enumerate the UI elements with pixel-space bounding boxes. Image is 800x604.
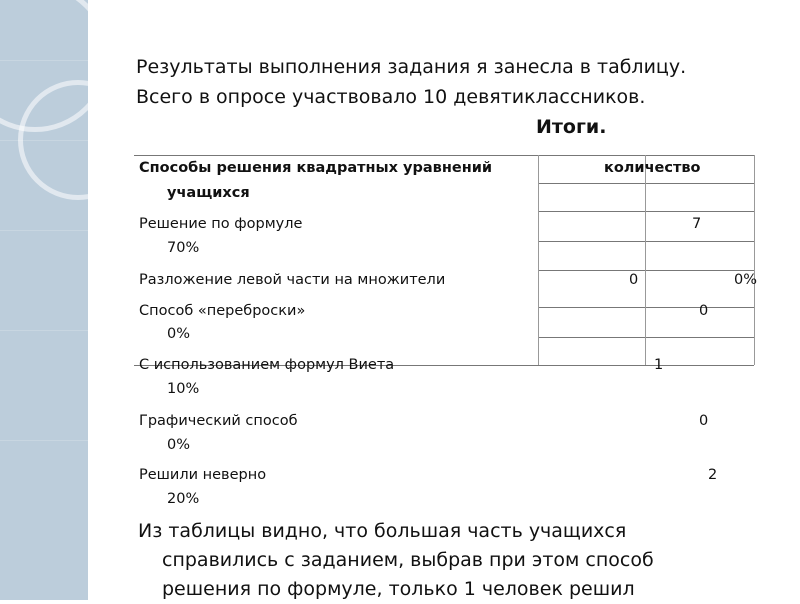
header-count: количество	[604, 160, 701, 176]
row-count: 0	[629, 272, 639, 288]
row-count: 7	[692, 216, 702, 232]
conclusion-text	[138, 517, 758, 604]
table-border	[538, 183, 754, 184]
conclusion-line-1: Из таблицы видно, что большая часть учащихся	[138, 520, 627, 542]
row-percent: 0%	[167, 437, 191, 453]
conclusion-line-3: решения по формуле, только 1 человек решил	[162, 578, 635, 600]
row-count: 2	[708, 467, 718, 483]
row-percent: 0%	[734, 272, 758, 288]
row-percent: 10%	[167, 381, 200, 397]
intro-line-2: Всего в опросе участвовало 10 девятиклассников.	[136, 86, 646, 108]
intro-text	[136, 52, 686, 142]
row-method: Решили неверно	[139, 467, 267, 483]
row-method: С использованием формул Виета	[139, 357, 395, 373]
table-border	[538, 307, 754, 308]
row-count: 0	[699, 413, 709, 429]
table-border	[538, 337, 754, 338]
table-border	[645, 155, 646, 365]
row-percent: 0%	[167, 326, 191, 342]
intro-line-1: Результаты выполнения задания я занесла в таблицу.	[136, 56, 687, 78]
conclusion-line-2: справились с заданием, выбрав при этом способ	[162, 549, 654, 571]
row-count: 1	[654, 357, 664, 373]
row-method: Графический способ	[139, 413, 298, 429]
table-border	[538, 155, 539, 365]
row-method: Разложение левой части на множители	[139, 272, 446, 288]
row-method: Решение по формуле	[139, 216, 303, 232]
table-border	[134, 155, 754, 156]
table-border	[538, 270, 754, 271]
header-count-continued: учащихся	[167, 185, 250, 201]
row-percent: 20%	[167, 491, 200, 507]
header-method: Способы решения квадратных уравнений	[139, 160, 493, 176]
results-title: Итоги.	[536, 116, 607, 138]
row-count: 0	[699, 303, 709, 319]
table-border	[538, 211, 754, 212]
row-method: Способ «переброски»	[139, 303, 306, 319]
decorative-sidebar	[0, 0, 88, 600]
row-percent: 70%	[167, 240, 200, 256]
table-border	[754, 155, 755, 365]
table-border	[538, 241, 754, 242]
